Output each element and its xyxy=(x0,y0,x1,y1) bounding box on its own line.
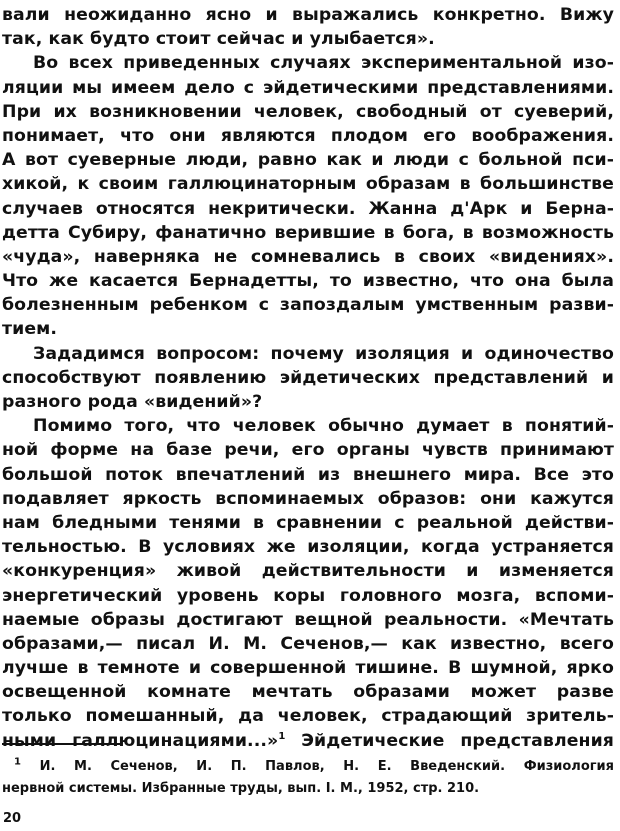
text-line: ляции мы имеем дело с эйдетическими представлениями. xyxy=(2,77,614,98)
text-line: тием. xyxy=(2,319,58,340)
footnote-line: нервной системы. Избранные труды, вып. I. М., 1952, стр. 210. xyxy=(2,780,480,796)
text-line: Во всех приведенных случаях экспериментальной изо- xyxy=(33,53,614,74)
text-fragment: Эйдетические представления xyxy=(301,730,614,751)
text-line: способствуют появлению эйдетических представлений и xyxy=(2,367,614,388)
page-number: 20 xyxy=(3,811,22,826)
text-line: образами,— писал И. М. Сеченов,— как известно, всего xyxy=(2,633,614,654)
text-line: Помимо того, что человек обычно думает в понятий- xyxy=(33,416,614,437)
footnote-marker: 1 xyxy=(14,756,21,768)
footnote-reference[interactable]: 1 xyxy=(278,730,286,742)
footnote-text: И. М. Сеченов, И. П. Павлов, Н. Е. Введенский. Физиология xyxy=(39,759,614,774)
text-line: тельностью. В условиях же изоляции, когда устраняется xyxy=(2,537,614,558)
text-line: Что же касается Бернадетты, то известно, что она была xyxy=(2,271,614,292)
text-line: разного рода «видений»? xyxy=(2,392,263,412)
text-line: освещенной комнате мечтать образами может разве xyxy=(2,682,614,703)
text-line: случаев относятся некритически. Жанна д'Арк и Берна- xyxy=(2,198,614,219)
text-line: болезненным ребенком с запоздалым умственным разви- xyxy=(2,295,614,316)
text-line: детта Субиру, фанатично верившие в бога, в возможность xyxy=(2,222,614,243)
text-line: подавляет яркость вспоминаемых образов: они кажутся xyxy=(2,488,614,509)
text-line: ной форме на базе речи, его органы чувств принимают xyxy=(2,440,614,461)
text-line: так, как будто стоит сейчас и улыбается». xyxy=(2,29,435,50)
text-line: наемые образы достигают вещной реальности. «Мечтать xyxy=(2,609,614,630)
footnote-divider xyxy=(2,743,120,745)
text-line: «чуда», наверняка не сомневались в своих «видениях». xyxy=(2,246,614,267)
footnote xyxy=(2,756,614,799)
text-line: хикой, к своим галлюцинаторным образам в большинстве xyxy=(2,174,614,195)
text-line: понимает, что они являются плодом его воображения. xyxy=(2,125,614,146)
text-fragment: ными галлюцинациями...» xyxy=(2,730,279,751)
text-line: энергетический уровень коры головного мозга, вспоми- xyxy=(2,585,614,606)
text-line: только помешанный, да человек, страдающий зритель- xyxy=(2,706,614,727)
text-line: лучше в темноте и совершенной тишине. В шумной, ярко xyxy=(2,658,614,679)
text-line-with-footnote-ref xyxy=(2,729,614,753)
text-line: вали неожиданно ясно и выражались конкретно. Вижу xyxy=(2,5,614,25)
text-line: большой поток впечатлений из внешнего мира. Все это xyxy=(2,464,614,485)
text-line: А вот суеверные люди, равно как и люди с больной пси- xyxy=(2,150,614,171)
text-line: Зададимся вопросом: почему изоляция и одиночество xyxy=(33,343,614,364)
text-line: «конкуренция» живой действительности и изменяется xyxy=(2,561,614,582)
footnote-line xyxy=(2,756,614,778)
body-text xyxy=(2,3,614,753)
text-line: нам бледными тенями в сравнении с реальной действи- xyxy=(2,512,614,533)
text-line: При их возникновении человек, свободный от суеверий, xyxy=(2,101,614,122)
